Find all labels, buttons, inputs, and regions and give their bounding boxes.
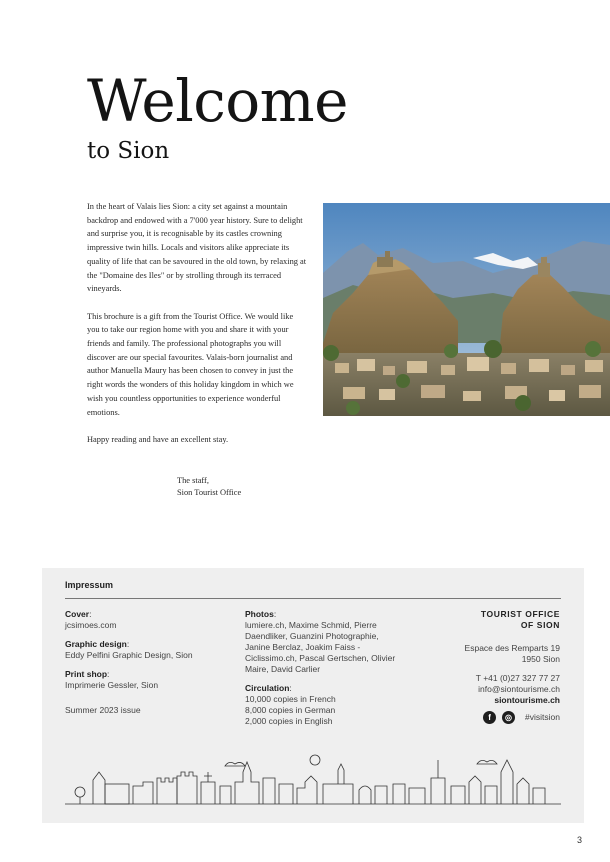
impressum-photos-column bbox=[245, 609, 405, 735]
photos-value: lumiere.ch, Maxime Schmid, Pierre Daendliker, Guanzini Photographie, Janine Berclaz, Joakim Faiss - Ciclissimo.ch, Pascal Gertschen, Olivier Maire, David Carlier bbox=[245, 620, 396, 674]
circulation-label: Circulation bbox=[245, 683, 290, 693]
page-title: Welcome bbox=[87, 67, 348, 135]
print-credit: Print shop: Imprimerie Gessler, Sion bbox=[65, 669, 235, 691]
facebook-icon[interactable]: f bbox=[483, 711, 496, 724]
impressum-divider bbox=[65, 598, 561, 599]
impressum-heading: Impressum bbox=[65, 580, 114, 590]
email-link[interactable]: info@siontourisme.ch bbox=[478, 684, 560, 694]
design-value: Eddy Pelfini Graphic Design, Sion bbox=[65, 650, 193, 660]
issue-label: Summer 2023 issue bbox=[65, 705, 141, 715]
signature bbox=[177, 475, 241, 499]
impressum-credits-column bbox=[65, 609, 235, 716]
intro-paragraph-2: This brochure is a gift from the Tourist Office. We would like you to take our region home with you and share it with your friends and family. The professional photographs you will discover are our special favourites. Valais-born journalist and author Manuella Maury has been chosen to convey in just the right words the wonders of this holiday kingdom in which we wish you countless opportunities to experience wonderful emotions. bbox=[87, 311, 294, 417]
org-name-line-2: OF SION bbox=[520, 620, 560, 630]
page-subtitle: to Sion bbox=[87, 138, 170, 164]
print-label: Print shop bbox=[65, 669, 108, 679]
circulation-german: 8,000 copies in German bbox=[245, 705, 336, 715]
circulation-credit: Circulation: 10,000 copies in French 8,000 copies in German 2,000 copies in English bbox=[245, 683, 405, 727]
social-links bbox=[410, 711, 560, 724]
hashtag: #visitsion bbox=[525, 712, 560, 722]
signature-line-2: Sion Tourist Office bbox=[177, 488, 242, 497]
print-value: Imprimerie Gessler, Sion bbox=[65, 680, 159, 690]
intro-paragraph-3: Happy reading and have an excellent stay. bbox=[87, 434, 229, 444]
org-name-line-1: TOURIST OFFICE bbox=[480, 609, 560, 619]
design-label: Graphic design bbox=[65, 639, 127, 649]
intro-text bbox=[87, 200, 307, 460]
photos-label: Photos bbox=[245, 609, 274, 619]
signature-line-1: The staff, bbox=[177, 476, 209, 485]
city-skyline-illustration bbox=[65, 742, 561, 820]
landscape-illustration bbox=[323, 203, 610, 416]
address bbox=[410, 643, 560, 665]
photos-credit: Photos: lumiere.ch, Maxime Schmid, Pierre Daendliker, Guanzini Photographie, Janine Berclaz, Joakim Faiss - Ciclissimo.ch, Pascal Gertschen, Olivier Maire, David Carlier bbox=[245, 609, 405, 675]
phone: T +41 (0)27 327 77 27 bbox=[475, 673, 560, 683]
circulation-english: 2,000 copies in English bbox=[245, 716, 333, 726]
cover-credit: Cover: jcsimoes.com bbox=[65, 609, 235, 631]
sion-castles-photo bbox=[323, 203, 610, 416]
address-line-2: 1950 Sion bbox=[521, 654, 560, 664]
contact-info bbox=[410, 673, 560, 706]
circulation-french: 10,000 copies in French bbox=[245, 694, 336, 704]
page-number: 3 bbox=[577, 835, 583, 845]
tourist-office-contact bbox=[410, 609, 560, 724]
design-credit: Graphic design: Eddy Pelfini Graphic Design, Sion bbox=[65, 639, 235, 661]
website-link[interactable]: siontourisme.ch bbox=[494, 695, 560, 705]
cover-value: jcsimoes.com bbox=[65, 620, 117, 630]
impressum-panel bbox=[42, 568, 584, 823]
cover-label: Cover bbox=[65, 609, 90, 619]
address-line-1: Espace des Remparts 19 bbox=[464, 643, 560, 653]
instagram-icon[interactable]: ◎ bbox=[502, 711, 515, 724]
intro-paragraph-1: In the heart of Valais lies Sion: a city set against a mountain backdrop and endowed with a 7'000 year history. Sure to delight and surprise you, it is recognisable by its castles crowning impressive twin hills. Locals and visitors alike appreciate its quality of life that can be savoured in the old town, by relaxing at the "Domaine des Iles" or by strolling through its terraced vineyards. bbox=[87, 202, 307, 294]
